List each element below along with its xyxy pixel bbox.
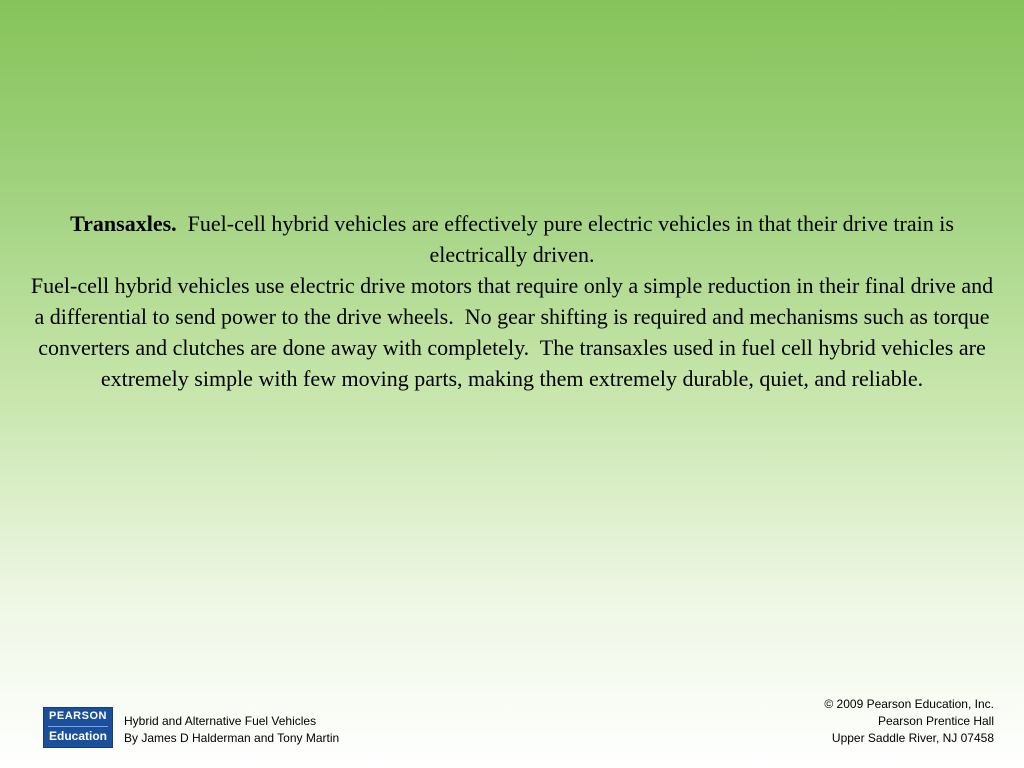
publisher-name: Pearson Prentice Hall <box>877 714 994 728</box>
footer-book-info <box>124 713 339 747</box>
lead-term: Transaxles. <box>70 211 177 236</box>
intro-text: Fuel-cell hybrid vehicles are effectively pure electric vehicles in that their drive train is electrically driven. <box>176 211 960 267</box>
logo-divider <box>48 726 108 727</box>
footer-publisher-info <box>824 696 994 747</box>
second-paragraph: Fuel-cell hybrid vehicles use electric drive motors that require only a simple reduction in their final drive and a differential to send power to the drive wheels. No gear shifting is required and mechanisms such as torque converters and clutches are done away with completely. The transaxles used in fuel cell hybrid vehicles are extremely simple with few moving parts, making them extremely durable, quiet, and reliable. <box>30 273 999 391</box>
logo-top-text: PEARSON <box>49 710 107 722</box>
book-title: Hybrid and Alternative Fuel Vehicles <box>124 714 317 728</box>
pearson-education-logo <box>43 707 113 748</box>
copyright-notice: © 2009 Pearson Education, Inc. <box>824 697 994 711</box>
slide-body <box>30 208 999 394</box>
book-authors: By James D Halderman and Tony Martin <box>124 731 340 745</box>
logo-bottom-text: Education <box>48 729 107 743</box>
intro-paragraph <box>30 208 994 270</box>
publisher-location: Upper Saddle River, NJ 07458 <box>831 731 994 745</box>
